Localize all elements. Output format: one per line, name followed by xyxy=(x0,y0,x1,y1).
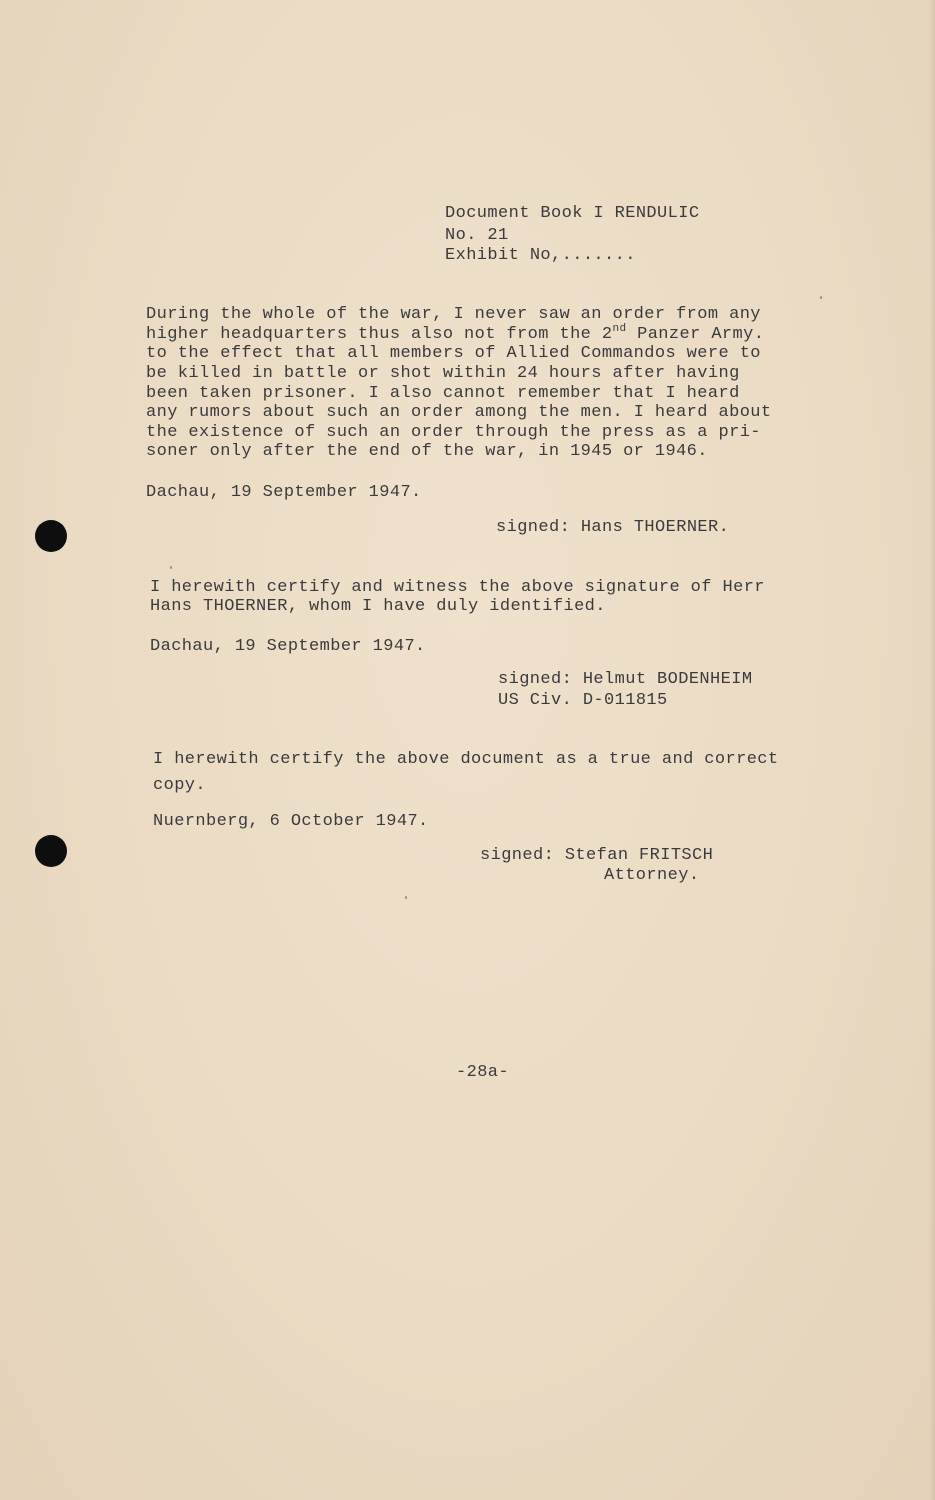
superscript-nd: nd xyxy=(612,323,627,335)
doc-book-label: Document Book I RENDULIC xyxy=(445,204,700,223)
affidavit-line: During the whole of the war, I never saw an order from any xyxy=(146,305,761,324)
affidavit-line-tail: Panzer Army. xyxy=(626,325,765,344)
doc-number: No. 21 xyxy=(445,226,509,245)
certification-line: I herewith certify the above document as a true and correct xyxy=(153,750,779,769)
paper-speck xyxy=(405,896,407,899)
place-date-dachau-2: Dachau, 19 September 1947. xyxy=(150,637,426,656)
page-edge-shadow xyxy=(929,0,935,1500)
affidavit-line: been taken prisoner. I also cannot remember that I heard xyxy=(146,384,740,403)
bodenheim-civ-id: US Civ. D-011815 xyxy=(498,691,668,710)
place-date-nuernberg: Nuernberg, 6 October 1947. xyxy=(153,812,429,831)
certification-line: Hans THOERNER, whom I have duly identified. xyxy=(150,597,606,616)
paper-speck xyxy=(820,296,822,299)
signature-thoerner: signed: Hans THOERNER. xyxy=(496,518,730,537)
punch-hole-bottom xyxy=(35,835,67,867)
affidavit-line: any rumors about such an order among the men. I heard about xyxy=(146,403,772,422)
paper-speck xyxy=(170,566,172,569)
page-number: -28a- xyxy=(456,1063,510,1082)
signature-fritsch: signed: Stefan FRITSCH xyxy=(480,846,714,865)
superscript-base: 2 xyxy=(601,325,613,344)
place-date-dachau-1: Dachau, 19 September 1947. xyxy=(146,483,422,502)
affidavit-line xyxy=(146,325,764,345)
signature-bodenheim: signed: Helmut BODENHEIM xyxy=(498,670,753,689)
fritsch-title: Attorney. xyxy=(604,866,700,885)
affidavit-line: to the effect that all members of Allied Commandos were to xyxy=(146,344,761,363)
affidavit-line: be killed in battle or shot within 24 hours after having xyxy=(146,364,740,383)
affidavit-line: soner only after the end of the war, in 1945 or 1946. xyxy=(146,442,708,461)
punch-hole-top xyxy=(35,520,67,552)
exhibit-number: Exhibit No,....... xyxy=(445,246,636,265)
affidavit-line: the existence of such an order through the press as a pri- xyxy=(146,423,761,442)
certification-line: I herewith certify and witness the above signature of Herr xyxy=(150,578,765,597)
certification-line: copy. xyxy=(153,776,207,795)
affidavit-line-text: higher headquarters thus also not from the xyxy=(146,325,602,344)
